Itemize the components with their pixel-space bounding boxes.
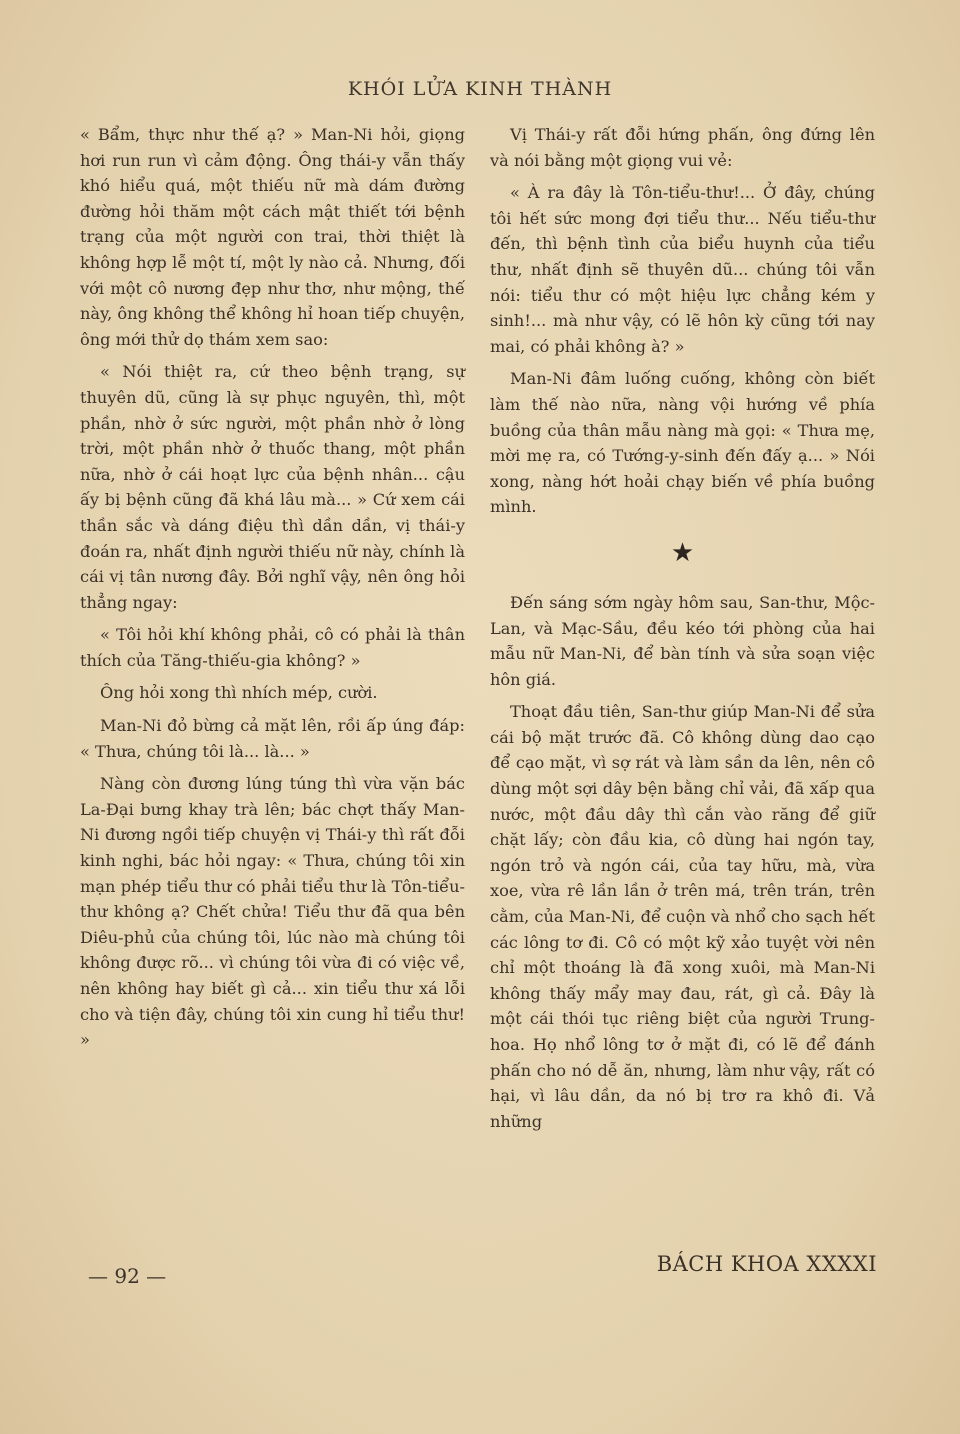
paragraph: « Nói thiệt ra, cứ theo bệnh trạng, sự thuyên dũ, cũng là sự phục nguyên, thì, một phần, nhờ ở sức người, một phần nhờ ở lòng trời, một phần nhờ ở thuốc thang, một phần nữa, nhờ ở cái hoạt lực của bệnh nhân... cậu ấy bị bệnh cũng đã khá lâu mà... » Cứ xem cái thần sắc và dáng điệu thì dần dần, vị thái-y đoán ra, nhất định người thiếu nữ này, chính là cái vị tân nương đây. Bởi nghĩ vậy, nên ông hỏi thẳng ngay: [80,362,465,612]
page-number: — 92 — [88,1264,167,1288]
paragraph: Thoạt đầu tiên, San-thư giúp Man-Ni để sửa cái bộ mặt trước đã. Cô không dùng dao cạo để cạo mặt, vì sợ rát và làm sần da lên, nên cô dùng một sợi dây bện bằng chỉ vải, đã xấp qua nước, một đầu dây thì cắn vào răng để giữ chặt lấy; còn đầu kia, cô dùng hai ngón tay, ngón trỏ và ngón cái, của tay hữu, mà, vừa xoe, vừa rê lần lần ở trên má, trên trán, trên cằm, của Man-Ni, để cuộn và nhổ cho sạch hết các lông tơ đi. Cô có một kỹ xảo tuyệt vời nên chỉ một thoáng là đã xong xuôi, mà Man-Ni không thấy mẩy may đau, rát, gì cả. Đây là một cái thói tục riêng biệt của người Trung-hoa. Họ nhổ lông tơ ở mặt đi, có lẽ để đánh phấn cho nó dễ ăn, nhưng, làm như vậy, rất có hại, vì lâu dần, da nó bị trơ ra khô đi. Vả những [490,702,875,1131]
paragraph: « À ra đây là Tôn-tiểu-thư!... Ở đây, chúng tôi hết sức mong đợi tiểu thư... Nếu tiểu-thư đến, thì bệnh tình của biểu huynh của tiểu thư, nhất định sẽ thuyên dũ... chúng tôi vẫn nói: tiểu thư có một hiệu lực chẳng kém y sinh!... mà như vậy, có lẽ hôn kỳ cũng tới nay mai, có phải không à? » [490,183,875,356]
paragraph: Nàng còn đương lúng túng thì vừa vặn bác La-Đại bưng khay trà lên; bác chợt thấy Man-Ni đương ngồi tiếp chuyện vị Thái-y thì rất đỗi kinh nghi, bác hỏi ngay: « Thưa, chúng tôi xin mạn phép tiểu thư có phải tiểu thư là Tôn-tiểu-thư không ạ? Chết chửa! Tiểu thư đã qua bên Diêu-phủ của chúng tôi, lúc nào mà chúng tôi không được rõ... vì chúng tôi vừa đi có việc về, nên không hay biết gì cả... xin tiểu thư xá lỗi cho và tiện đây, chúng tôi xin cung hỉ tiểu thư! » [80,774,465,1050]
paragraph: « Tôi hỏi khí không phải, cô có phải là thân thích của Tăng-thiếu-gia không? » [80,625,465,670]
paragraph: Man-Ni đỏ bừng cả mặt lên, rồi ấp úng đáp: « Thưa, chúng tôi là... là... » [80,716,465,761]
left-column [80,122,465,1060]
running-title: KHÓI LỬA KINH THÀNH [347,78,613,100]
paragraph: « Bẩm, thực như thế ạ? » Man-Ni hỏi, giọng hơi run run vì cảm động. Ông thái-y vẫn thấy khó hiểu quá, một thiếu nữ mà dám đường đường hỏi thăm một cách mật thiết tới bệnh trạng của một người con trai, thời thiệt là không hợp lễ một tí, một ly nào cả. Nhưng, đối với một cô nương đẹp như thơ, như mộng, thế này, ông không thể không hỉ hoan tiếp chuyện, ông mới thử dọ thám xem sao: [80,125,465,349]
paragraph: Ông hỏi xong thì nhích mép, cười. [100,683,378,703]
right-column [490,122,875,1141]
paragraph: Đến sáng sớm ngày hôm sau, San-thư, Mộc-Lan, và Mạc-Sầu, đều kéo tới phòng của hai mẫu nữ Man-Ni, để bàn tính và sửa soạn việc hôn giá. [490,592,875,689]
section-break-star-icon: ★ [670,537,695,568]
paragraph: Vị Thái-y rất đỗi hứng phấn, ông đứng lên và nói bằng một giọng vui vẻ: [490,125,875,170]
journal-title: BÁCH KHOA XXXXI [656,1252,877,1276]
paragraph: Man-Ni đâm luống cuống, không còn biết làm thế nào nữa, nàng vội hướng về phía buồng của thân mẫu nàng mà gọi: « Thưa mẹ, mời mẹ ra, có Tướng-y-sinh đến đấy ạ... » Nói xong, nàng hớt hoải chạy biến về phía buồng mình. [490,369,875,517]
